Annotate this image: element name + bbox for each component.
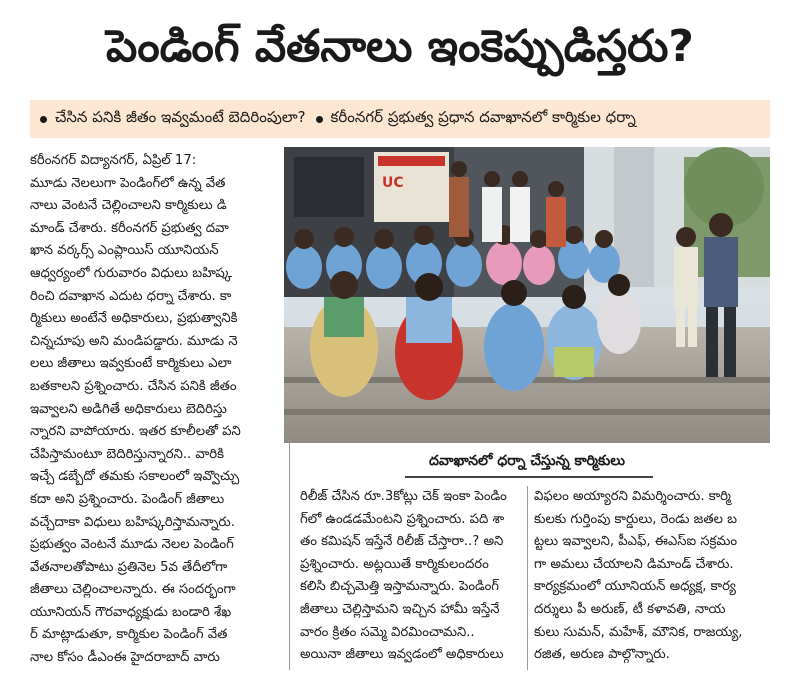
article-line: లలు జీతాలు ఇవ్వకుంటే కార్మికులు ఎలా: [30, 356, 232, 372]
article-line: మూడు నెలలుగా పెండింగ్‌లో ఉన్న వేత: [30, 175, 226, 191]
column-divider: [527, 486, 528, 670]
caption-underline: [405, 476, 653, 478]
article-line: గ్‌లో ఉండడమేంటని ప్రశ్నించారు. పది శా: [300, 511, 505, 527]
article-line: న్నారని వాపోయారు. ఇతర కూలీలతో పని: [30, 424, 241, 440]
article-line: ప్రశ్నించారు. అట్లయితే కార్మికులందరం: [300, 556, 489, 572]
article-line: కులు సుమన్, మహేశ్, మౌనిక, రాజయ్య,: [534, 624, 743, 640]
article-line: కార్యక్రమంలో యూనియన్ అధ్యక్ష, కార్య: [534, 579, 736, 595]
bullet-icon: [316, 116, 323, 123]
subheading-bar: [30, 100, 770, 138]
subheading-1: చేసిన పనికి జీతం ఇవ్వమంటే బెదిరింపులా?: [55, 108, 306, 126]
article-photo: [284, 147, 770, 443]
article-line: గా అమలు చేయాలని డిమాండ్ చేశారు.: [534, 556, 734, 572]
subheading-2: కరీంనగర్ ప్రభుత్వ ప్రధాన దవాఖానలో కార్మికుల ధర్నా: [330, 108, 636, 126]
article-line: తం కమిషన్ ఇస్తేనే రిలీజ్ చేస్తారా..? అని: [300, 534, 504, 550]
article-line: ర్మికులు అంటేనే అధికారులు, ప్రభుత్వానికి: [30, 311, 238, 327]
article-line: యూనియన్ గౌరవాధ్యక్షుడు బండారి శేఖ: [30, 604, 232, 620]
article-line: కరీంనగర్ విద్యానగర్, ఏప్రిల్ 17:: [30, 153, 197, 168]
article-line: ట్టలు ఇవ్వాలని, పీఎఫ్, ఈఎస్ఐ సక్రమం: [534, 534, 738, 550]
article-line: ప్రభుత్వం వెంటనే మూడు నెలల పెండింగ్: [30, 537, 234, 553]
article-line: అయినా జీతాలు ఇవ్వడంలో అధికారులు: [300, 647, 504, 663]
article-column-3: [534, 486, 770, 670]
article-line: జీతాలు చెల్లించాలన్నారు. ఈ సందర్భంగా: [30, 582, 236, 598]
article-column-2: [300, 486, 520, 670]
article-line: నాలు వెంటనే చెల్లించాలని కార్మికులు డి: [30, 198, 227, 214]
article-column-1: [30, 150, 278, 670]
article-line: వేతనాలతోపాటు ప్రతినెల 5వ తేదీలోగా: [30, 559, 228, 575]
article-line: ర్ మాట్లాడుతూ, కార్మికుల పెండింగ్ వేత: [30, 627, 228, 643]
article-line: ఆధ్వర్యంలో గురువారం విధులు బహిష్క: [30, 265, 232, 281]
article-line: మాండ్ చేశారు. కరీంనగర్ ప్రభుత్వ దవా: [30, 220, 229, 236]
article-line: నాల కోసం డీఎంఈ హైదరాబాద్ వారు: [30, 650, 220, 666]
headline: పెండింగ్ వేతనాలు ఇంకెప్పుడిస్తరు?: [106, 21, 694, 72]
article-line: ఇచ్చే డబ్బేదో తమకు సకాలంలో ఇవ్వొచ్చు: [30, 469, 240, 485]
article-line: చేపిస్తామంటూ బెదిరిస్తున్నారని.. వారికి: [30, 446, 224, 462]
photo-caption: దవాఖానలో ధర్నా చేస్తున్న కార్మికులు: [429, 453, 625, 469]
article-line: కదా అని ప్రశ్నించారు. పెండింగ్ జీతాలు: [30, 491, 225, 507]
article-line: వచ్చేదాకా విధులు బహిష్కరిస్తామన్నారు.: [30, 514, 235, 530]
article-line: చిన్నచూపు అని మండిపడ్డారు. మూడు నె: [30, 333, 238, 349]
article-line: ఖాన వర్కర్స్ ఎంప్లాయిస్ యూనియన్: [30, 243, 219, 259]
article-line: దర్శులు పీ అరుణ్, టీ కళావతి, నాయ: [534, 601, 726, 617]
banner-sign-text: UC: [382, 175, 404, 191]
article-line: విఫలం అయ్యారని విమర్శించారు. కార్మి: [534, 489, 731, 504]
article-line: కలిసి బిచ్చమెత్తి ఇస్తామన్నారు. పెండింగ్: [300, 579, 499, 595]
article-line: వారం క్రితం సమ్మె విరమించామని..: [300, 624, 475, 640]
article-line: రించి దవాఖాన ఎదుట ధర్నా చేశారు. కా: [30, 288, 232, 304]
article-line: రిలీజ్ చేసిన రూ.3కోట్లు చెక్ ఇంకా పెండిం: [300, 489, 507, 504]
bullet-icon: [40, 116, 47, 123]
article-line: రజిత, అరుణ పాల్గొన్నారు.: [534, 647, 670, 663]
article-line: బతకాలని ప్రశ్నించారు. చేసిన పనికి జీతం: [30, 378, 237, 394]
article-line: ఇవ్వాలని అడిగితే అధికారులు బెదిరిస్తు: [30, 401, 227, 417]
protest-photo-illustration: [284, 147, 770, 443]
article-line: జీతాలు చెల్లిస్తామని ఇచ్చిన హామీ ఇస్తేనే: [300, 601, 500, 617]
article-line: కులకు గుర్తింపు కార్డులు, రెండు జతల బ: [534, 511, 738, 527]
